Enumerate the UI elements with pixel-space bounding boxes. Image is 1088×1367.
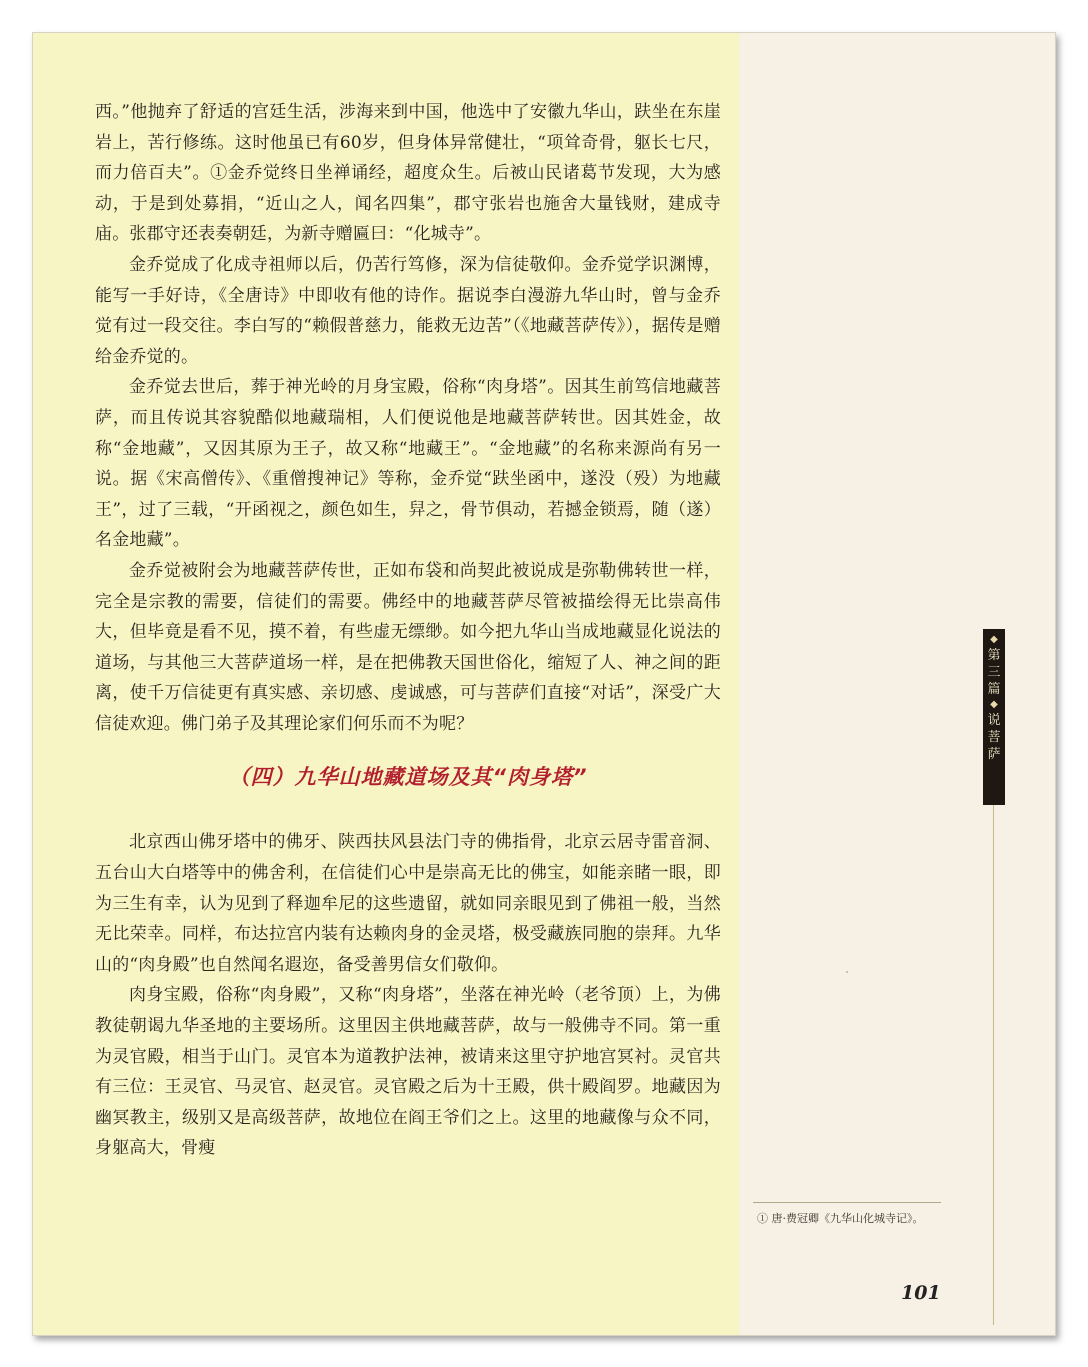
tab-chapter-char: 篇: [987, 682, 1001, 697]
section-heading: （四）九华山地藏道场及其“肉身塔”: [228, 765, 588, 790]
tab-chapter-char: 第: [987, 648, 1001, 663]
margin-rule: [993, 805, 994, 1325]
tab-chapter-char: 三: [987, 665, 1001, 680]
footnote: [757, 1208, 947, 1229]
paragraph: 金乔觉去世后，葬于神光岭的月身宝殿，俗称“肉身塔”。因其生前笃信地藏菩萨，而且传说其容貌酷似地藏瑞相，人们便说他是地藏菩萨转世。因其姓金，故称“金地藏”，又因其原为王子，故又称“地藏王”。“金地藏”的名称来源尚有另一说。据《宋高僧传》、《重僧搜神记》等称，金乔觉“趺坐函中，遂没（殁）为地藏王”，过了三载，“开函视之，颜色如生，舁之，骨节俱动，若撼金锁焉，随（遂）名金地藏”。: [95, 377, 721, 551]
tab-topic-char: 说: [987, 713, 1001, 728]
paragraph: 西。”他抛弃了舒适的宫廷生活，涉海来到中国，他选中了安徽九华山，趺坐在东崖岩上，苦行修练。这时他虽已有60岁，但身体异常健壮，“项耸奇骨，躯长七尺，而力倍百夫”。①金乔觉终日坐禅诵经，超度众生。后被山民诸葛节发现，大为感动，于是到处募捐，“近山之人，闻名四集”，郡守张岩也施舍大量钱财，建成寺庙。张郡守还表奏朝廷，为新寺赠匾曰：“化城寺”。: [95, 102, 721, 245]
tab-topic-char: 萨: [987, 747, 1001, 762]
footnote-marker: ①: [757, 1212, 768, 1225]
diamond-icon: ◆: [990, 634, 998, 645]
paragraph: 金乔觉被附会为地藏菩萨传世，正如布袋和尚契此被说成是弥勒佛转世一样，完全是宗教的需要，信徒们的需要。佛经中的地藏菩萨尽管被描绘得无比崇高伟大，但毕竟是看不见，摸不着，有些虚无缥缈。如今把九华山当成地藏显化说法的道场，与其他三大菩萨道场一样，是在把佛教天国世俗化，缩短了人、神之间的距离，使千万信徒更有真实感、亲切感、虔诚感，可与菩萨们直接“对话”，深受广大信徒欢迎。佛门弟子及其理论家们何乐而不为呢？: [95, 560, 721, 734]
footnote-divider: [753, 1202, 941, 1203]
page-number: 101: [901, 1282, 941, 1304]
body-text: [95, 97, 721, 1164]
paragraph: 肉身宝殿，俗称“肉身殿”，又称“肉身塔”，坐落在神光岭（老爷顶）上，为佛教徒朝谒九华圣地的主要场所。这里因主供地藏菩萨，故与一般佛寺不同。第一重为灵官殿，相当于山门。灵官本为道教护法神，被请来这里守护地宫冥衬。灵官共有三位：王灵官、马灵官、赵灵官。灵官殿之后为十王殿，供十殿阎罗。地藏因为幽冥教主，级别又是高级菩萨，故地位在阎王爷们之上。这里的地藏像与众不同，身躯高大，骨瘦: [95, 985, 721, 1159]
paper-speck: [846, 971, 848, 973]
diamond-icon: ◆: [990, 699, 998, 710]
chapter-side-tab: [983, 629, 1005, 805]
footnote-text: 唐·费冠卿《九华山化城寺记》。: [771, 1212, 924, 1225]
paragraph: 金乔觉成了化成寺祖师以后，仍苦行笃修，深为信徒敬仰。金乔觉学识渊博，能写一手好诗，《全唐诗》中即收有他的诗作。据说李白漫游九华山时，曾与金乔觉有过一段交往。李白写的“赖假普慈力，能救无边苦”（《地藏菩萨传》），据传是赠给金乔觉的。: [95, 254, 721, 367]
book-page: [32, 32, 1056, 1336]
tab-topic-char: 菩: [987, 730, 1001, 745]
paragraph: 北京西山佛牙塔中的佛牙、陕西扶风县法门寺的佛指骨，北京云居寺雷音洞、五台山大白塔等中的佛舍利，在信徒们心中是崇高无比的佛宝，如能亲睹一眼，即为三生有幸，认为见到了释迦牟尼的这些遗留，就如同亲眼见到了佛祖一般，当然无比荣幸。同样，布达拉宫内装有达赖肉身的金灵塔，极受藏族同胞的崇拜。九华山的“肉身殿”也自然闻名遐迩，备受善男信女们敬仰。: [95, 832, 721, 975]
